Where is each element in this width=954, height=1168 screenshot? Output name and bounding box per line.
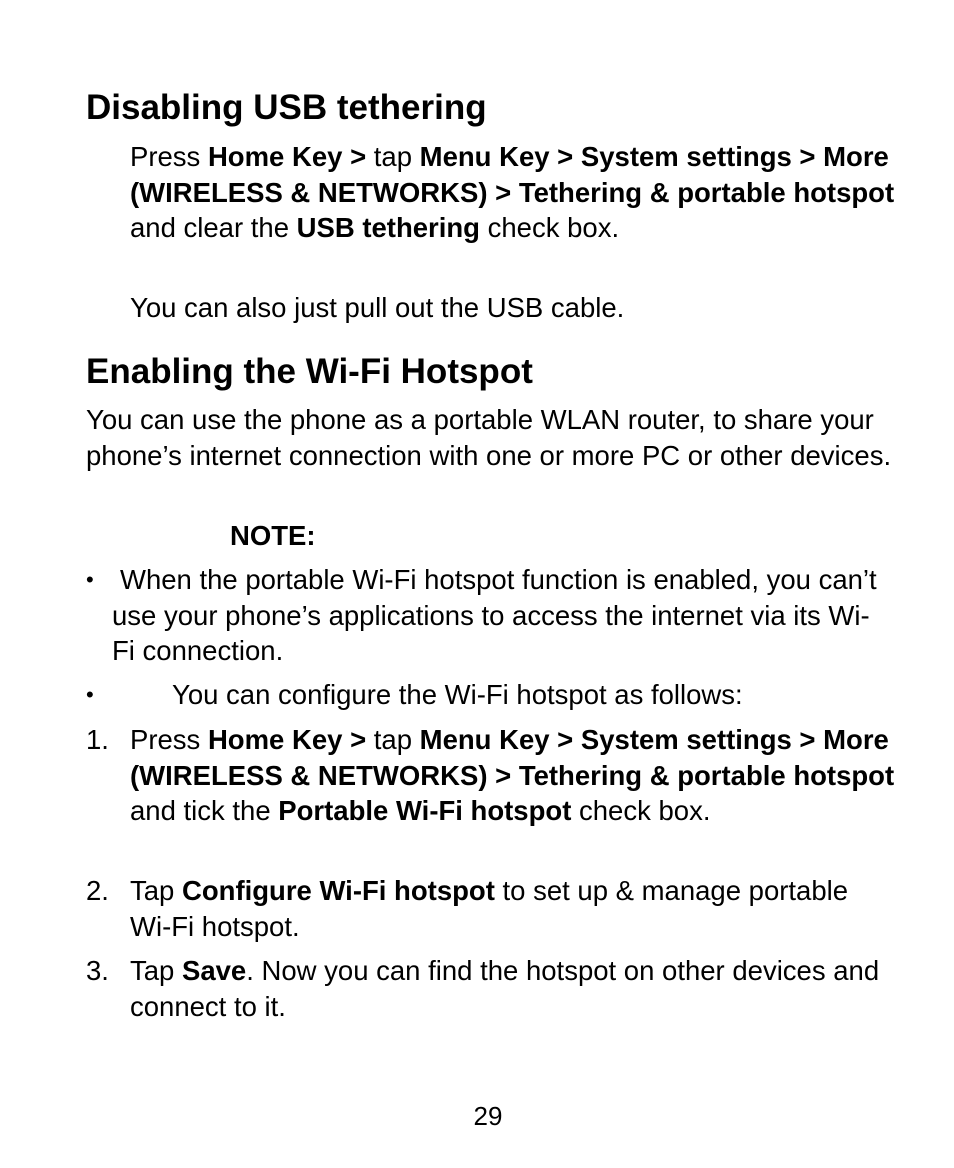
menu-path-label: Menu Key > System settings > More (WIRELESS & NETWORKS) > Tethering & portable hotspot [130, 141, 895, 208]
step-number: 1. [86, 724, 109, 755]
usb-tethering-label: USB tethering [296, 212, 480, 243]
step-text: Tap Save. Now you can find the hotspot on other devices and connect to it. [130, 955, 880, 1022]
home-key-label: Home Key > [207, 724, 367, 755]
page-number: 29 [473, 1101, 503, 1131]
step-number: 3. [86, 955, 109, 986]
menu-path-label: Menu Key > System settings > More (WIRELESS & NETWORKS) > Tethering & portable hotspot [130, 724, 895, 791]
usb-tethering-instructions [130, 139, 920, 246]
wifi-hotspot-heading: Enabling the Wi-Fi Hotspot [86, 352, 533, 391]
text-run: tap [366, 141, 420, 172]
wifi-hotspot-intro: You can use the phone as a portable WLAN router, to share your phone’s internet connection with one or more PC or other devices. [86, 404, 892, 471]
portable-hotspot-label: Portable Wi-Fi hotspot [278, 795, 572, 826]
list-item [86, 562, 886, 669]
step-item [86, 953, 896, 1024]
text-run: check box. [479, 212, 620, 243]
bullet-icon: • [86, 682, 94, 707]
text-run: Press [130, 141, 208, 172]
step-text: Press Home Key > tap Menu Key > System settings > More (WIRELESS & NETWORKS) > Tethering & portable hotspot and tick the Portable Wi-Fi hotspot check box. [130, 724, 895, 826]
usb-tethering-heading: Disabling USB tethering [86, 88, 487, 127]
bullet-icon: • [86, 567, 94, 592]
step-number: 2. [86, 875, 109, 906]
configure-hotspot-label: Configure Wi-Fi hotspot [181, 875, 495, 906]
usb-cable-note: You can also just pull out the USB cable. [130, 292, 625, 323]
home-key-label: Home Key > [207, 141, 367, 172]
bullet-text: When the portable Wi-Fi hotspot function is enabled, you can’t use your phone’s applications to access the internet via its Wi-Fi connection. [112, 564, 877, 666]
step-item [86, 873, 896, 944]
bullet-text: You can configure the Wi-Fi hotspot as follows: [172, 679, 743, 710]
list-item [86, 677, 886, 713]
step-item [86, 722, 896, 829]
step-text: Tap Configure Wi-Fi hotspot to set up & manage portable Wi-Fi hotspot. [130, 875, 849, 942]
text-run: and clear the [130, 212, 297, 243]
note-label: NOTE: [230, 520, 316, 551]
save-label: Save [181, 955, 247, 986]
